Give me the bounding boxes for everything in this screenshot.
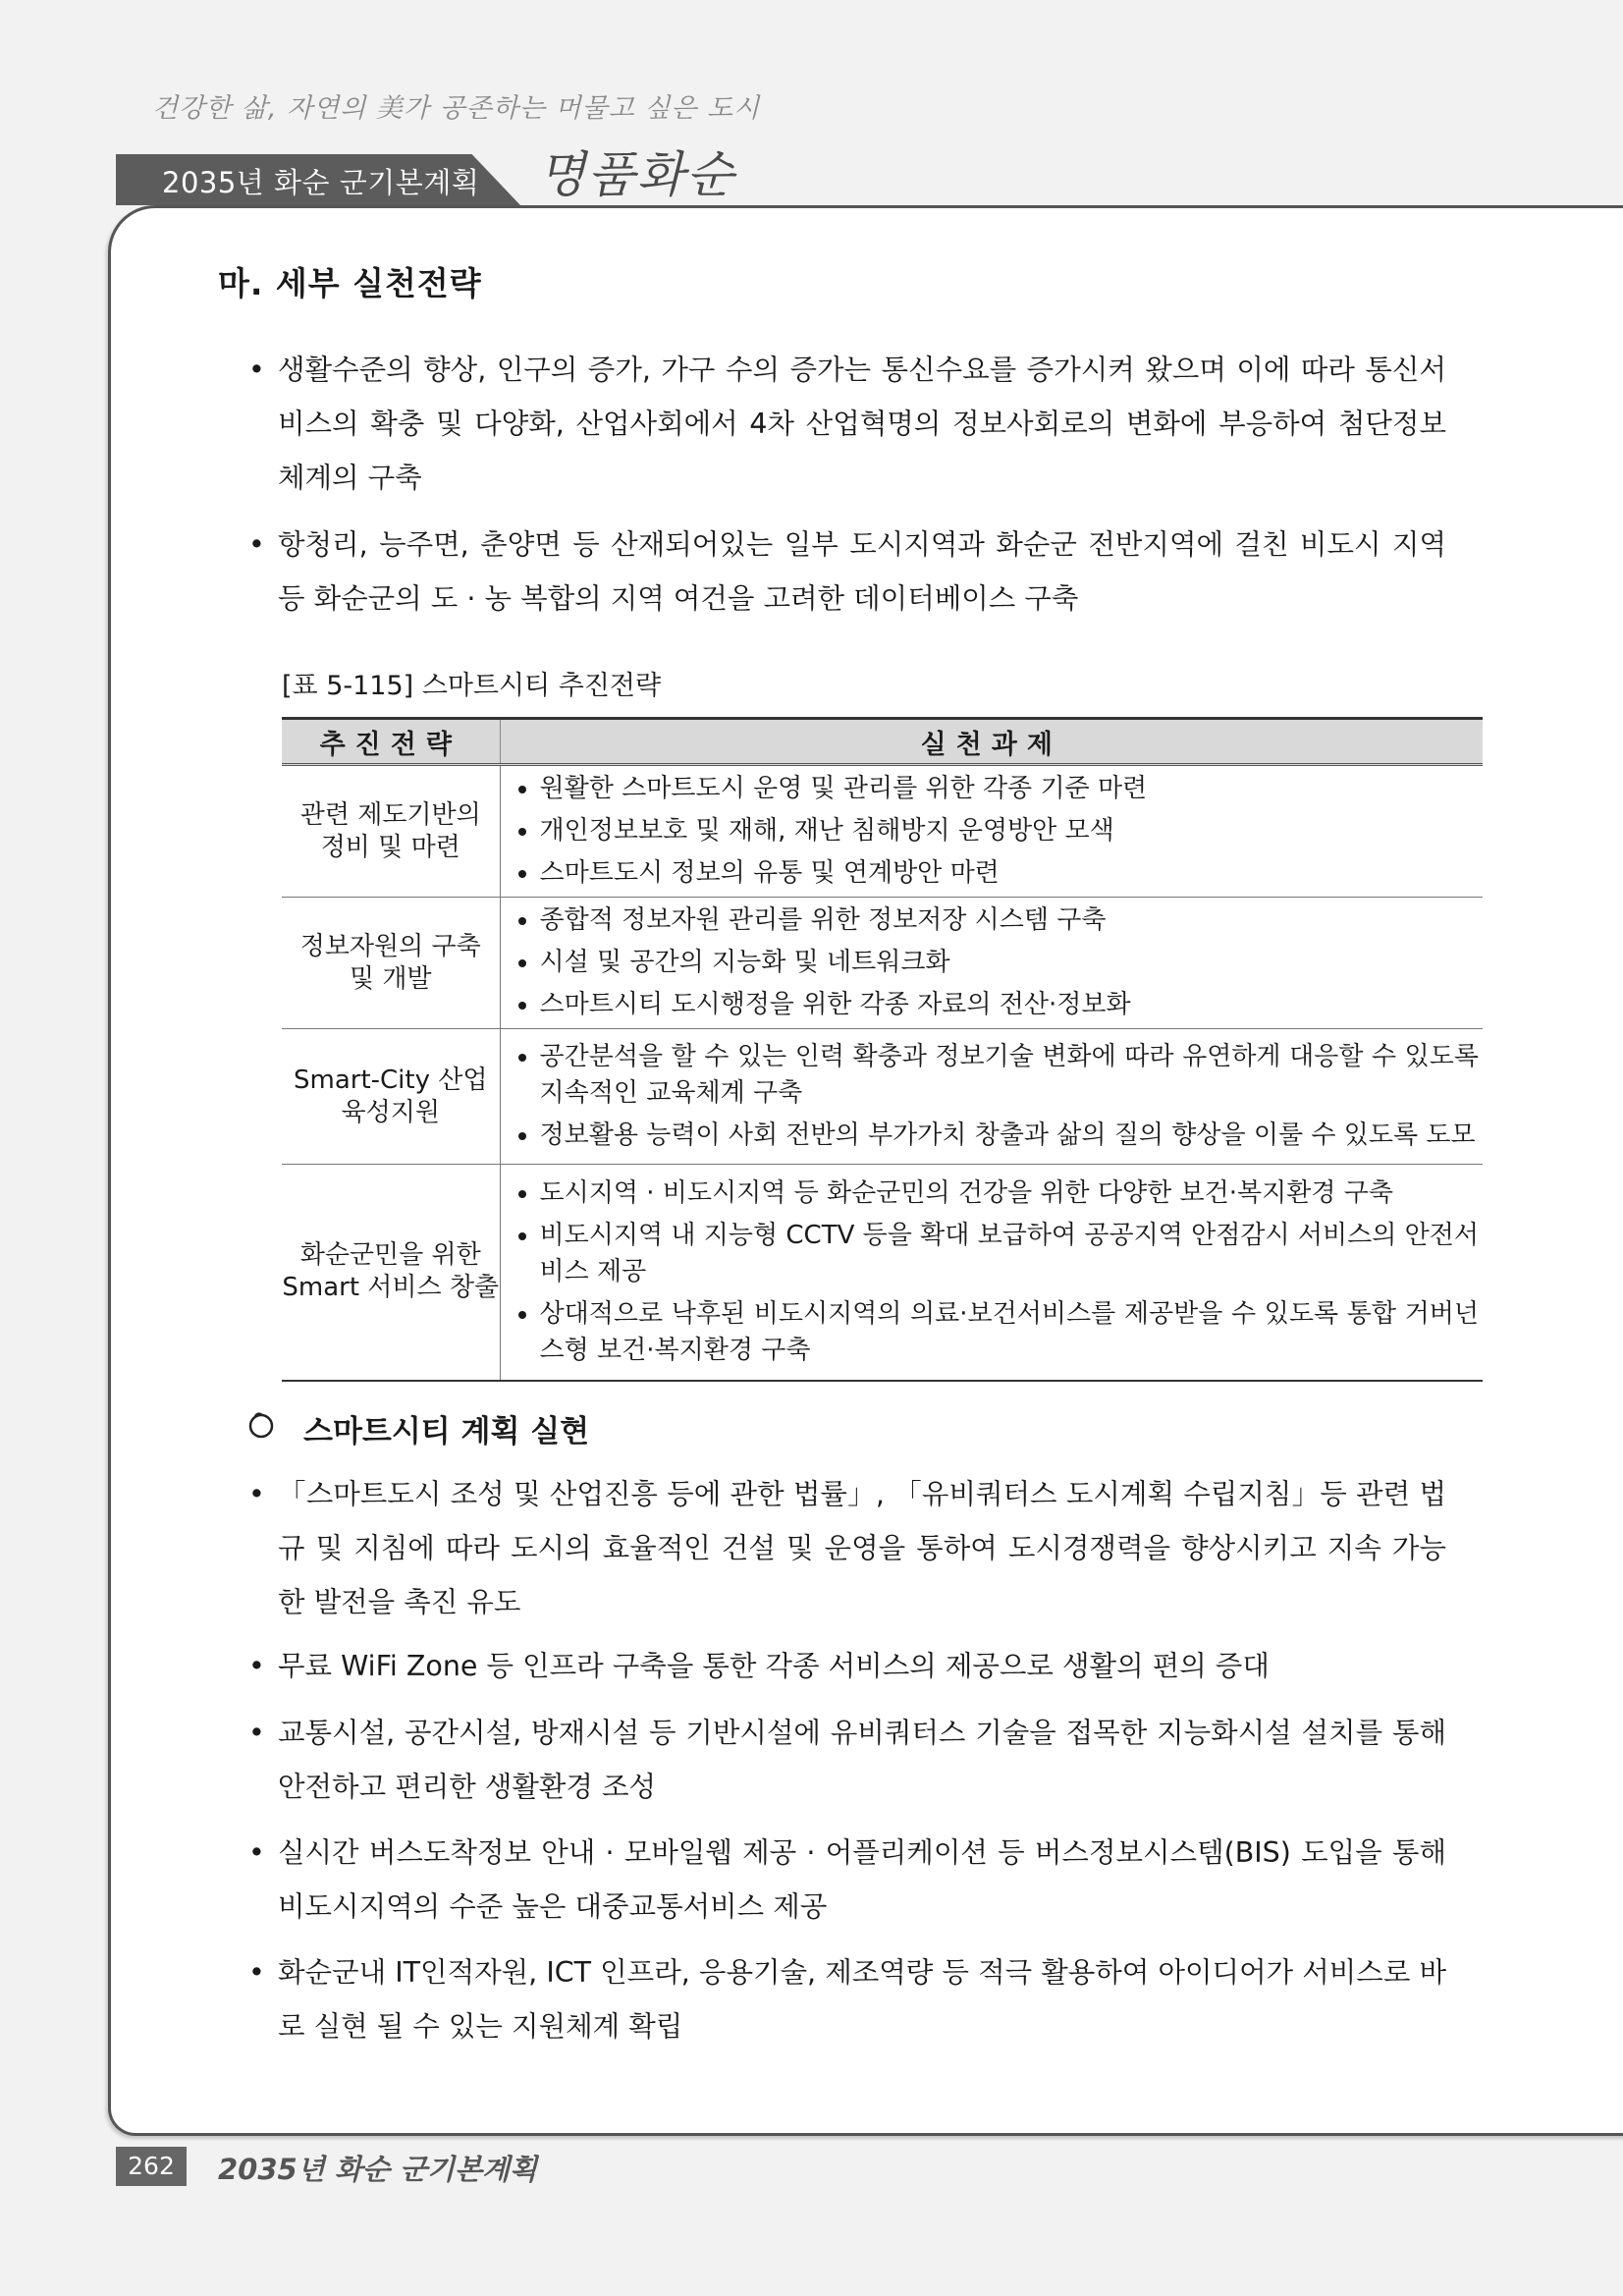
brand-logo: 명품화순 bbox=[538, 146, 736, 203]
category-line: 정비 및 마련 bbox=[320, 832, 460, 862]
tasks-cell bbox=[500, 1165, 1483, 1381]
section-bullet-2: • 항청리, 능주면, 춘양면 등 산재되어있는 일부 도시지역과 화순군 전반지역에 걸친 비도시 지역 등 화순군의 도 · 농 복합의 지역 여건을 고려한 데이터베이스 구축 bbox=[278, 518, 1446, 626]
task-item: • 개인정보보호 및 재해, 재난 침해방지 운영방안 모색 bbox=[540, 810, 1480, 852]
table-header-row bbox=[282, 719, 1483, 765]
task-item: • 원활한 스마트도시 운영 및 관리를 위한 각종 기준 마련 bbox=[540, 768, 1480, 810]
category-line: 관련 제도기반의 bbox=[299, 799, 481, 830]
table-row bbox=[282, 1029, 1483, 1165]
task-item: • 시설 및 공간의 지능화 및 네트워크화 bbox=[540, 942, 1480, 984]
table-row bbox=[282, 1165, 1483, 1381]
subsection-bullet-2: • 무료 WiFi Zone 등 인프라 구축을 통한 각종 서비스의 제공으로 생활의 편의 증대 bbox=[278, 1639, 1446, 1693]
section-bullet-1: • 생활수준의 향상, 인구의 증가, 가구 수의 증가는 통신수요를 증가시켜 왔으며 이에 따라 통신서비스의 확충 및 다양화, 산업사회에서 4차 산업혁명의 정보사회로의 변화에 부응하여 첨단정보체계의 구축 bbox=[278, 343, 1446, 505]
subsection-bullet-4: • 실시간 버스도착정보 안내 · 모바일웹 제공 · 어플리케이션 등 버스정보시스템(BIS) 도입을 통해 비도시지역의 수준 높은 대중교통서비스 제공 bbox=[278, 1826, 1446, 1934]
tasks-cell bbox=[500, 1029, 1483, 1165]
task-item: • 스마트시티 도시행정을 위한 각종 자료의 전산·정보화 bbox=[540, 984, 1480, 1026]
category-cell bbox=[282, 1165, 500, 1381]
circle-leaf-icon bbox=[247, 1411, 275, 1439]
subsection-bullet-3: • 교통시설, 공간시설, 방재시설 등 기반시설에 유비쿼터스 기술을 접목한 지능화시설 설치를 통해 안전하고 편리한 생활환경 조성 bbox=[278, 1706, 1446, 1814]
subsection-bullet-1: • 「스마트도시 조성 및 산업진흥 등에 관한 법률」, 「유비쿼터스 도시계획 수립지침」등 관련 법규 및 지침에 따라 도시의 효율적인 건설 및 운영을 통하여 도시경쟁력을 향상시키고 지속 가능한 발전을 촉진 유도 bbox=[278, 1467, 1446, 1629]
task-item: • 상대적으로 낙후된 비도시지역의 의료·보건서비스를 제공받을 수 있도록 통합 거버넌스형 보건·복지환경 구축 bbox=[540, 1293, 1480, 1372]
footer-title: 2035년 화순 군기본계획 bbox=[218, 2153, 538, 2186]
category-line: 정보자원의 구축 bbox=[299, 931, 481, 961]
header-title: 2035년 화순 군기본계획 bbox=[162, 166, 480, 199]
table-row bbox=[282, 765, 1483, 898]
table-row bbox=[282, 898, 1483, 1029]
tasks-cell bbox=[500, 898, 1483, 1029]
section-title: 마. 세부 실천전략 bbox=[218, 264, 482, 302]
category-line: 화순군민을 위한 bbox=[299, 1240, 481, 1271]
subsection-title: 스마트시티 계획 실현 bbox=[303, 1414, 590, 1449]
category-line: 및 개발 bbox=[349, 963, 432, 994]
strategy-table bbox=[282, 717, 1483, 1382]
task-item: • 스마트도시 정보의 유통 및 연계방안 마련 bbox=[540, 852, 1480, 895]
category-cell bbox=[282, 765, 500, 898]
tasks-cell bbox=[500, 765, 1483, 898]
category-line: Smart-City 산업 bbox=[294, 1065, 488, 1095]
task-item: • 종합적 정보자원 관리를 위한 정보저장 시스템 구축 bbox=[540, 900, 1480, 942]
subsection-bullet-5: • 화순군내 IT인적자원, ICT 인프라, 응용기술, 제조역량 등 적극 활용하여 아이디어가 서비스로 바로 실현 될 수 있는 지원체계 확립 bbox=[278, 1945, 1446, 2053]
task-item: • 정보활용 능력이 사회 전반의 부가가치 창출과 삶의 질의 향상을 이룰 수 있도록 도모 bbox=[540, 1115, 1480, 1157]
header-strategy: 추진전략 bbox=[282, 719, 500, 765]
page-slogan: 건강한 삶, 자연의 美가 공존하는 머물고 싶은 도시 bbox=[152, 93, 761, 124]
category-cell bbox=[282, 1029, 500, 1165]
task-item: • 비도시지역 내 지능형 CCTV 등을 확대 보급하여 공공지역 안점감시 서비스의 안전서비스 제공 bbox=[540, 1215, 1480, 1293]
page-number: 262 bbox=[116, 2147, 187, 2186]
header-tasks: 실천과제 bbox=[500, 719, 1483, 765]
category-line: 육성지원 bbox=[341, 1097, 440, 1127]
table-caption: [표 5-115] 스마트시티 추진전략 bbox=[282, 671, 662, 701]
task-item: • 공간분석을 할 수 있는 인력 확충과 정보기술 변화에 따라 유연하게 대응할 수 있도록 지속적인 교육체계 구축 bbox=[540, 1036, 1480, 1115]
task-item: • 도시지역 · 비도시지역 등 화순군민의 건강을 위한 다양한 보건·복지환경 구축 bbox=[540, 1173, 1480, 1215]
category-cell bbox=[282, 898, 500, 1029]
category-line: Smart 서비스 창출 bbox=[282, 1273, 500, 1303]
